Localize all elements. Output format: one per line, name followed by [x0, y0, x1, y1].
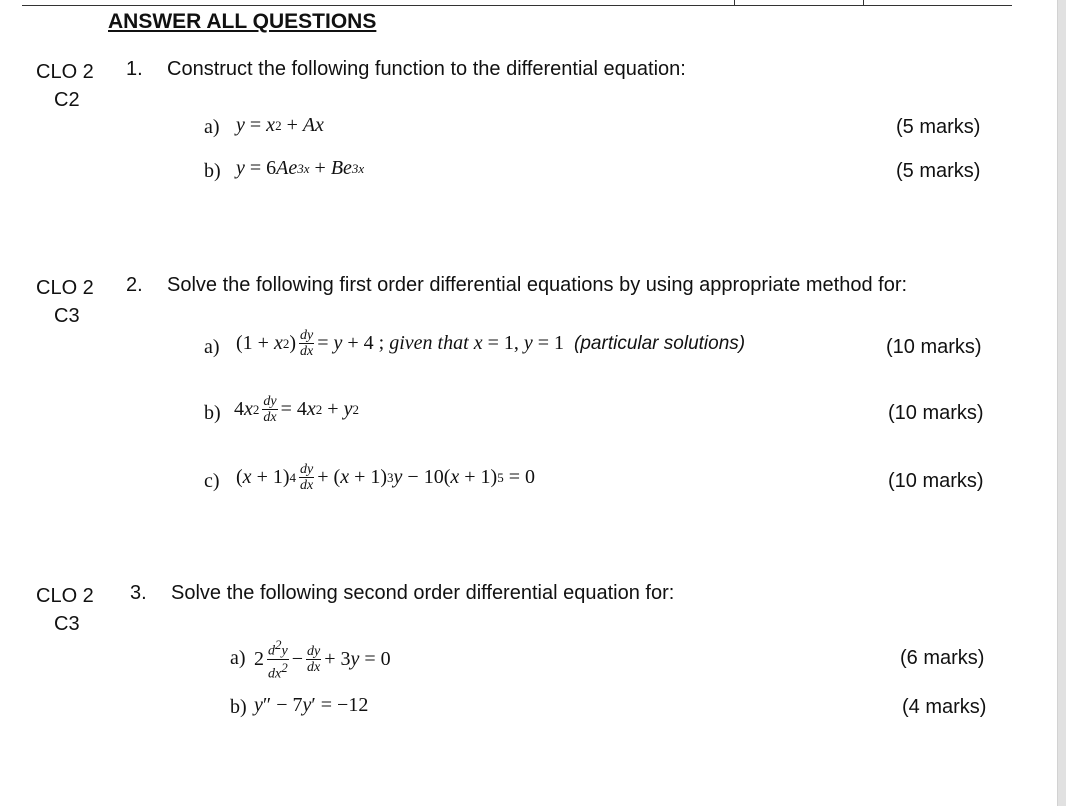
part-label: a) — [230, 647, 246, 669]
clo-label: CLO 2 — [36, 61, 94, 83]
clo-tag — [36, 274, 94, 330]
equation: 2 $\frac{d^2y}{dx^2}$ − $\frac{dy}{dx}$ + 3 y = 0 — [254, 637, 391, 682]
scrollbar-track[interactable] — [1058, 0, 1066, 806]
table-divider — [734, 0, 735, 6]
clo-tag — [36, 582, 94, 638]
scrollbar-thumb[interactable] — [1057, 0, 1066, 806]
part-label: b) — [230, 696, 247, 718]
question-number: 2. — [126, 274, 143, 296]
clo-level: C3 — [54, 305, 80, 327]
clo-label: CLO 2 — [36, 277, 94, 299]
question-number: 3. — [130, 582, 147, 604]
question-text: Construct the following function to the differential equation: — [167, 58, 686, 80]
part-label: a) — [204, 116, 220, 138]
question-text: Solve the following second order differential equation for: — [171, 582, 675, 604]
equation: ( x + 1) 4 $\frac{dy}{dx}$ + ( x + 1) 3 y − 10( x + 1) 5 = 0 — [236, 462, 535, 493]
clo-label: CLO 2 — [36, 585, 94, 607]
clo-level: C2 — [54, 89, 80, 111]
marks-label: (6 marks) — [900, 647, 985, 669]
marks-label: (10 marks) — [888, 470, 984, 492]
marks-label: (5 marks) — [896, 116, 981, 138]
clo-tag — [36, 58, 94, 114]
part-label: a) — [204, 336, 220, 358]
marks-label: (4 marks) — [902, 696, 987, 718]
marks-label: (10 marks) — [886, 336, 982, 358]
equation: (1 + x 2 ) $\frac{dy}{dx}$ = y + 4 ; given that x = 1, y = 1 (particular solutions) — [236, 328, 746, 359]
question-number: 1. — [126, 58, 143, 80]
equation: y = 6 Ae 3x + Be 3x — [236, 157, 365, 179]
marks-label: (10 marks) — [888, 402, 984, 424]
table-divider — [863, 0, 864, 6]
part-label: b) — [204, 402, 221, 424]
page-heading: ANSWER ALL QUESTIONS — [108, 10, 377, 33]
equation: y = x 2 + Ax — [236, 114, 324, 136]
part-label: b) — [204, 160, 221, 182]
equation: y ″ − 7 y ′ = −12 — [254, 694, 369, 716]
particular-note: (particular solutions) — [574, 332, 746, 354]
question-text: Solve the following first order differential equations by using appropriate method for: — [167, 274, 908, 296]
equation: 4 x 2 $\frac{dy}{dx}$ = 4 x 2 + y 2 — [234, 394, 359, 425]
clo-level: C3 — [54, 613, 80, 635]
marks-label: (5 marks) — [896, 160, 981, 182]
part-label: c) — [204, 470, 220, 492]
